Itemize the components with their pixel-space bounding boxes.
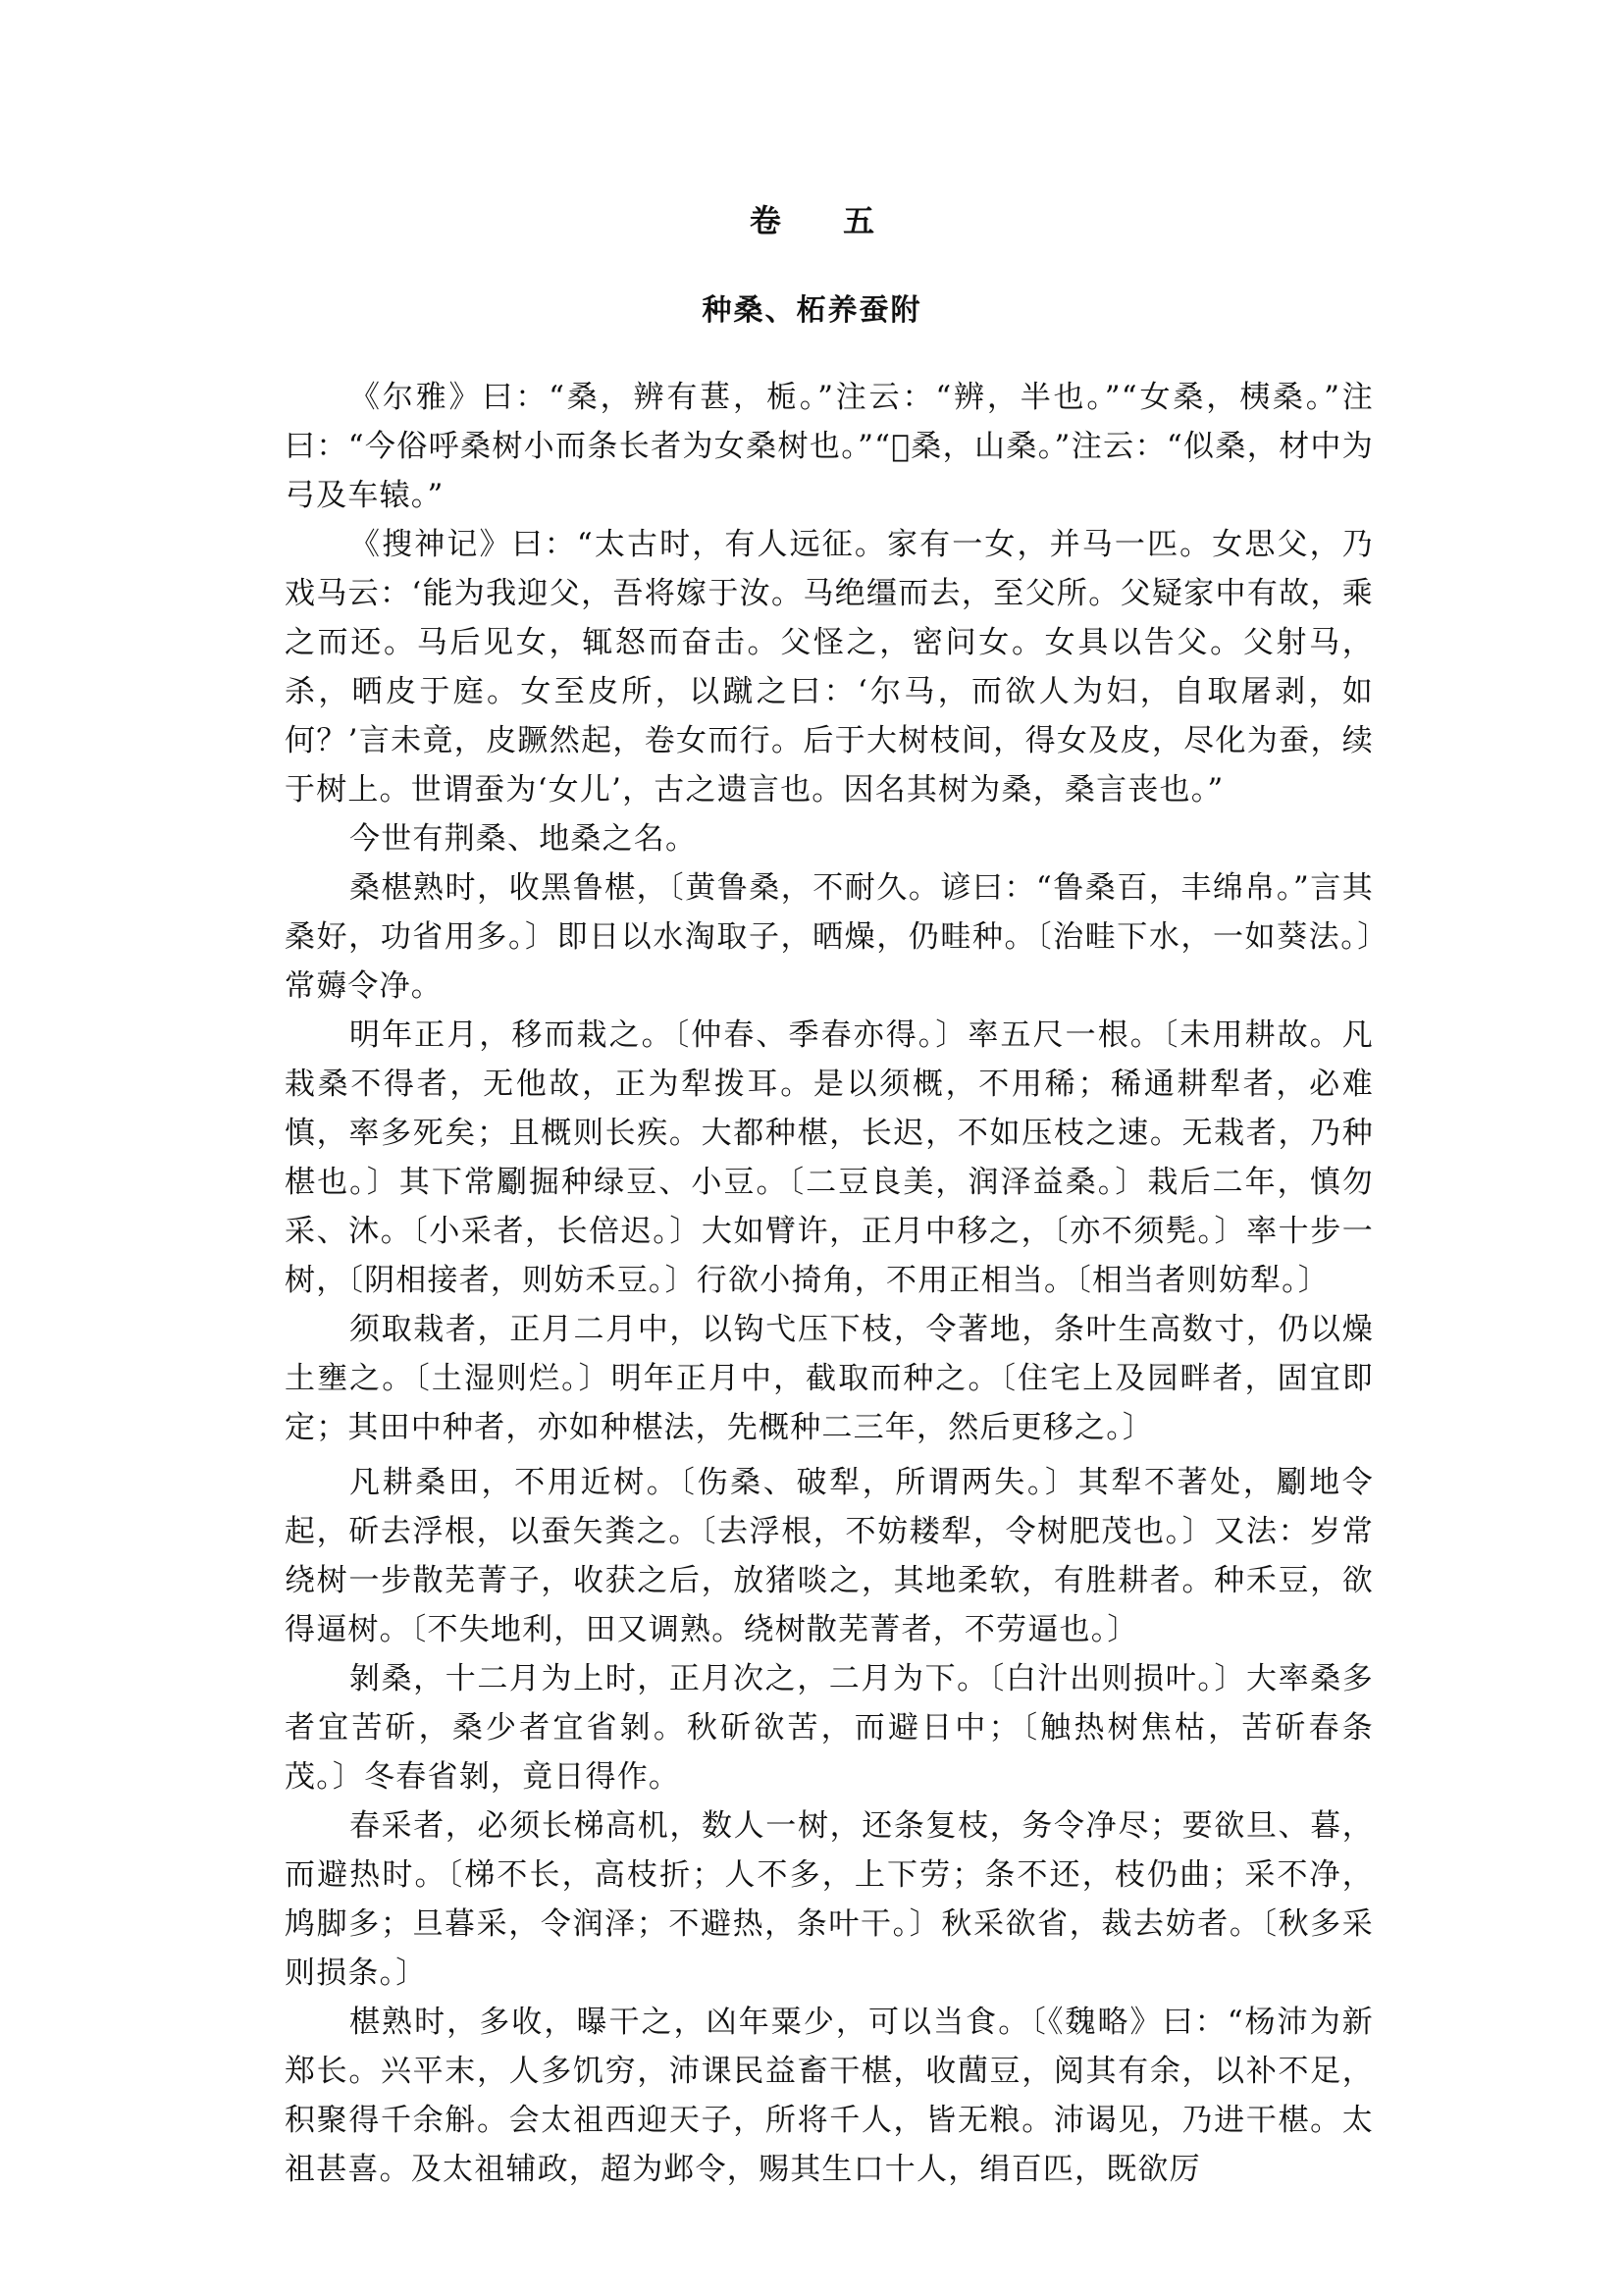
paragraph-ming-nian: 明年正月，移而栽之。〔仲春、季春亦得。〕率五尺一根。〔未用耕故。凡栽桑不得者，无他故，正为犁拨耳。是以须概，不用稀；稀通耕犁者，必难慎，率多死矣；且概则长疾。大都种椹，长迟，不如压枝之速。无栽者，乃种椹也。〕其下常劚掘种绿豆、小豆。〔二豆良美，润泽益桑。〕栽后二年，慎勿采、沐。〔小采者，长倍迟。〕大如臂许，正月中移之，〔亦不须髡。〕率十步一树，〔阴相接者，则妨禾豆。〕行欲小掎角，不用正相当。〔相当者则妨犁。〕	[285, 1017, 1374, 1298]
paragraph-fan-geng: 凡耕桑田，不用近树。〔伤桑、破犁，所谓两失。〕其犁不著处，劚地令起，斫去浮根，以蚕矢粪之。〔去浮根，不妨耧犁，令树肥茂也。〕又法：岁常绕树一步散芜菁子，收获之后，放猪啖之，其地柔软，有胜耕者。种禾豆，欲得逼树。〔不失地利，田又调熟。绕树散芜菁者，不劳逼也。〕	[285, 1465, 1374, 1647]
body-text	[285, 373, 1374, 2194]
paragraph-erya: 《尔雅》曰：“桑，辨有葚，栀。”注云：“辨，半也。”“女桑，桋桑。”注曰：“今俗呼桑树小而条长者为女桑树也。”“𪲭桑，山桑。”注云：“似桑，材中为弓及车辕。”	[285, 380, 1374, 513]
paragraph-zhuo-sang: 剝桑，十二月为上时，正月次之，二月为下。〔白汁出则损叶。〕大率桑多者宜苦斫，桑少者宜省剝。秋斫欲苦，而避日中；〔触热树焦枯，苦斫春条茂。〕冬春省剝，竟日得作。	[285, 1661, 1374, 1795]
chapter-title: 种桑、柘养蚕附	[702, 293, 922, 328]
paragraph-shen-shu-duo-shou: 椹熟时，多收，曝干之，凶年粟少，可以当食。〔《魏略》曰：“杨沛为新郑长。兴平末，人多饥穷，沛课民益畜干椹，收䕡豆，阅其有余，以补不足，积聚得千余斛。会太祖西迎天子，所将千人，皆无粮。沛谒见，乃进干椹。太祖甚喜。及太祖辅政，超为邺令，赐其生口十人，绢百匹，既欲厉	[285, 2005, 1374, 2187]
paragraph-shen-shu: 桑椹熟时，收黑鲁椹，〔黄鲁桑，不耐久。谚曰：“鲁桑百，丰绵帛。”言其桑好，功省用多。〕即日以水淘取子，晒燥，仍畦种。〔治畦下水，一如葵法。〕常薅令净。	[285, 870, 1374, 1004]
paragraph-jingsang: 今世有荆桑、地桑之名。	[349, 821, 698, 857]
paragraph-xu-qu-zai: 须取栽者，正月二月中，以钩弋压下枝，令著地，条叶生高数寸，仍以燥土壅之。〔土湿则烂。〕明年正月中，截取而种之。〔住宅上及园畔者，固宜即定；其田中种者，亦如种椹法，先概种二三年，然后更移之。〕	[285, 1312, 1374, 1445]
paragraph-chun-cai: 春采者，必须长梯高机，数人一树，还条复枝，务令净尽；要欲旦、暮，而避热时。〔梯不长，高枝折；人不多，上下劳；条不还，枝仍曲；采不净，鸠脚多；旦暮采，令润泽；不避热，条叶干。〕秋采欲省，裁去妨者。〔秋多采则损条。〕	[285, 1808, 1374, 1991]
paragraph-soushenji: 《搜神记》曰：“太古时，有人远征。家有一女，并马一匹。女思父，乃戏马云：‘能为我迎父，吾将嫁于汝。马绝缰而去，至父所。父疑家中有故，乘之而还。马后见女，辄怒而奋击。父怪之，密问女。女具以告父。父射马，杀，晒皮于庭。女至皮所，以蹴之曰：‘尔马，而欲人为妇，自取屠剥，如何？’言未竟，皮蹶然起，卷女而行。后于大树枝间，得女及皮，尽化为蚕，续于树上。世谓蚕为‘女儿’，古之遗言也。因名其树为桑，桑言丧也。”	[285, 527, 1374, 808]
volume-title: 卷 五	[749, 202, 901, 239]
